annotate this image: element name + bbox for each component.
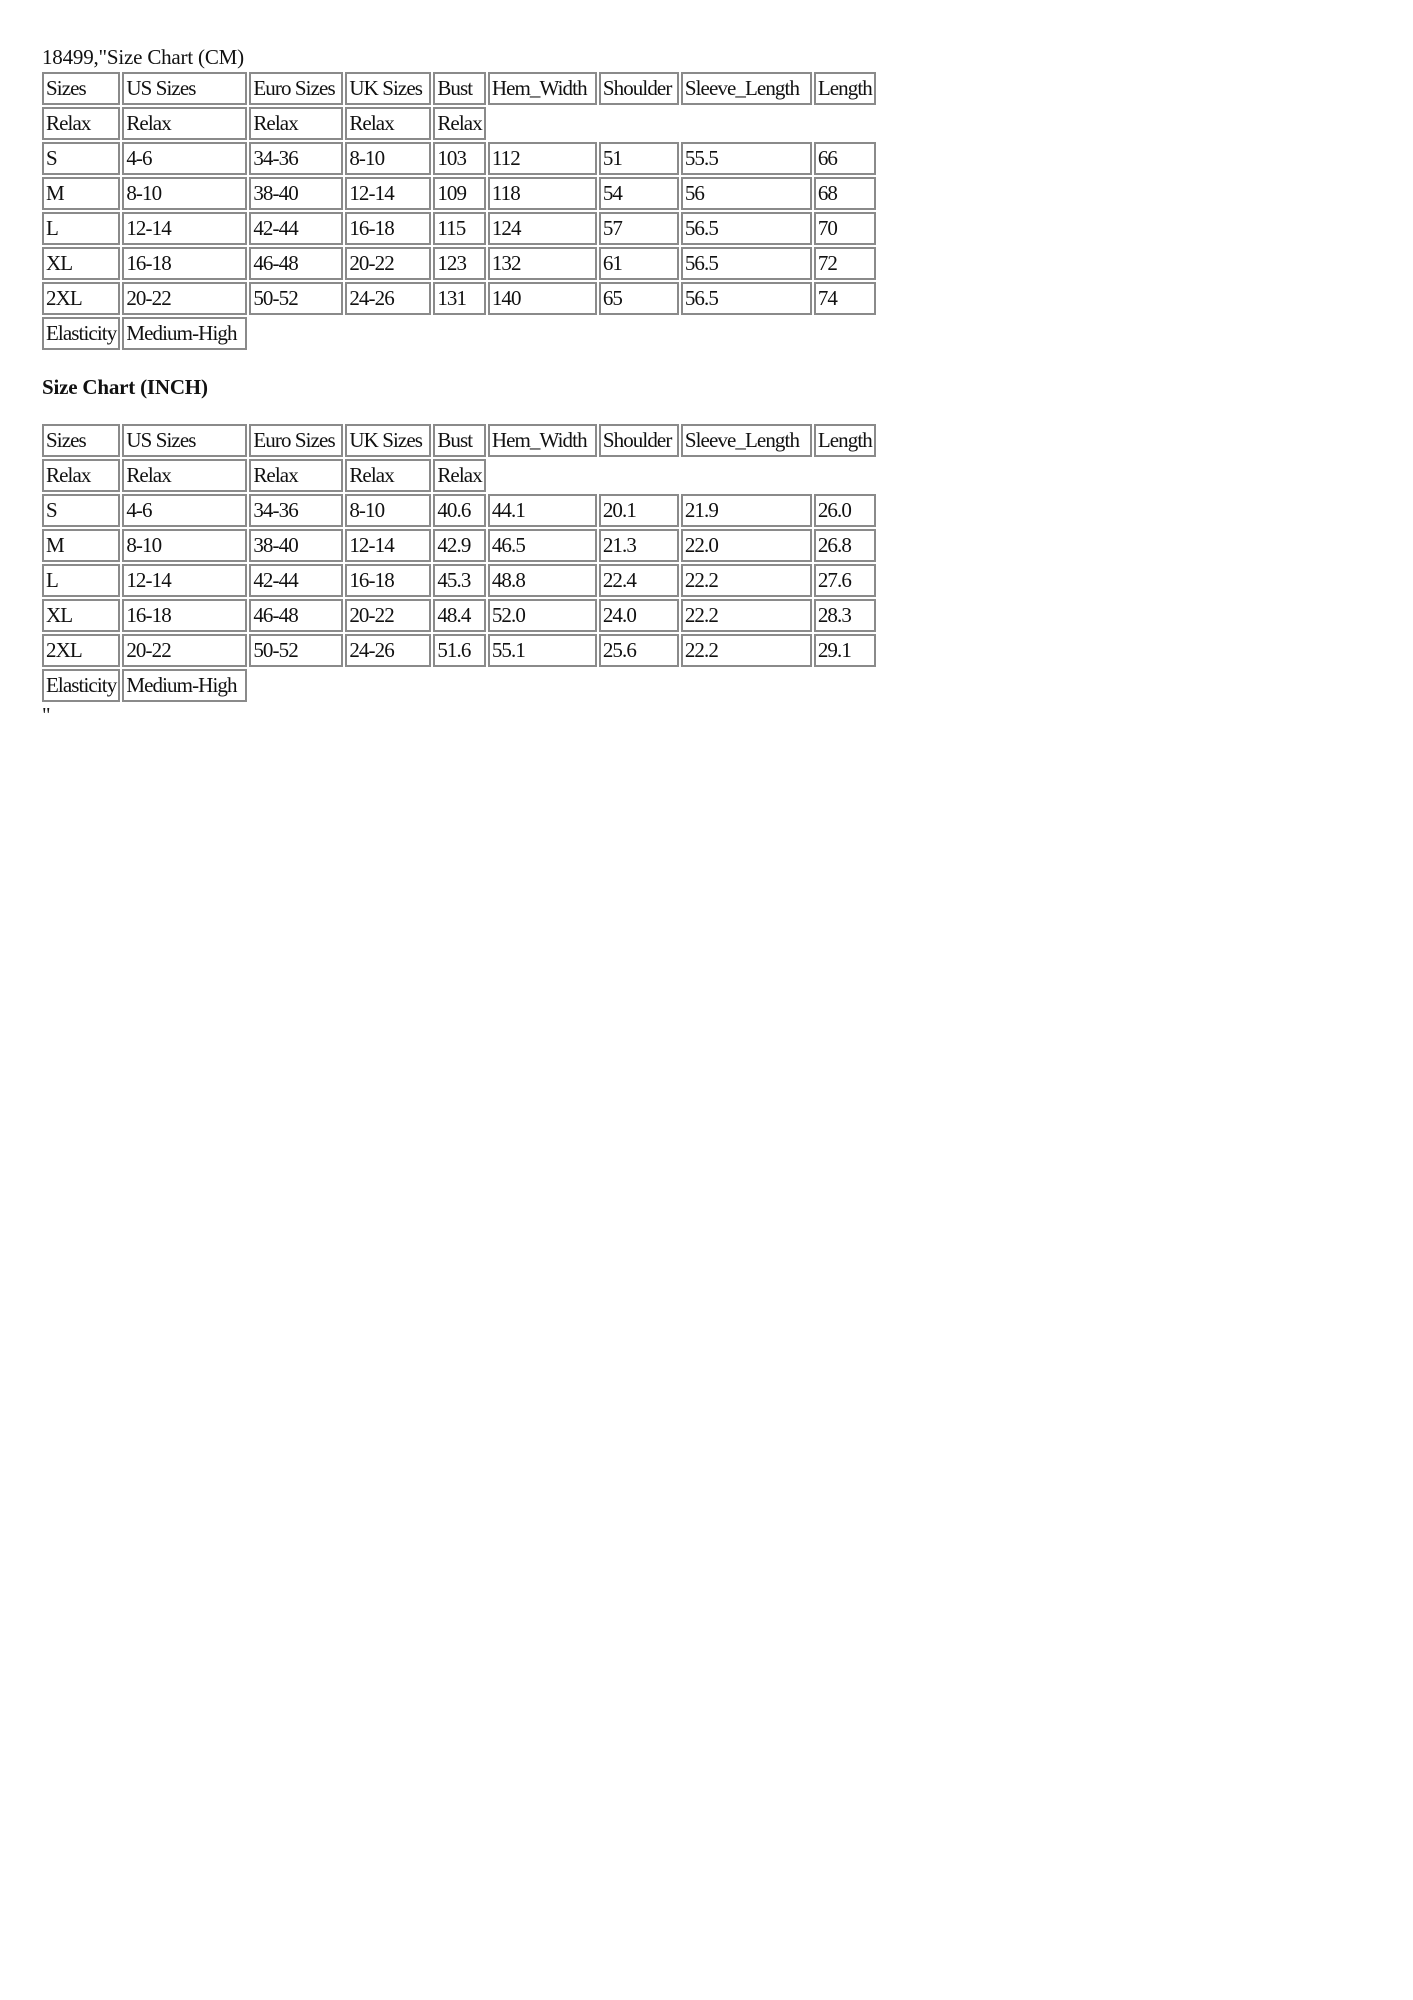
table-cell: Euro Sizes	[249, 424, 343, 457]
table-cell: S	[42, 494, 120, 527]
empty-cell	[488, 669, 597, 702]
table-cell: 12-14	[345, 177, 431, 210]
empty-cell	[599, 669, 679, 702]
table-row	[42, 212, 876, 245]
table-cell: 57	[599, 212, 679, 245]
table-cell: 20-22	[122, 282, 247, 315]
table-cell: 52.0	[488, 599, 597, 632]
table-row	[42, 177, 876, 210]
table-cell: Euro Sizes	[249, 72, 343, 105]
table-cell: UK Sizes	[345, 72, 431, 105]
empty-cell	[599, 317, 679, 350]
empty-cell	[681, 459, 812, 492]
table-cell: 2XL	[42, 634, 120, 667]
empty-cell	[681, 317, 812, 350]
table-cell: 68	[814, 177, 876, 210]
table-cell: 24.0	[599, 599, 679, 632]
table-cell: 20.1	[599, 494, 679, 527]
table-cell: 65	[599, 282, 679, 315]
table-cell: 21.3	[599, 529, 679, 562]
table-cell: 34-36	[249, 142, 343, 175]
table-cell: 66	[814, 142, 876, 175]
table-cell: 44.1	[488, 494, 597, 527]
empty-cell	[681, 669, 812, 702]
table-cell: 24-26	[345, 634, 431, 667]
table-cell: Relax	[42, 107, 120, 140]
table-row	[42, 564, 876, 597]
table-cell: 56.5	[681, 282, 812, 315]
table-cell: 55.1	[488, 634, 597, 667]
table-cell: 22.0	[681, 529, 812, 562]
table-cell: 12-14	[122, 212, 247, 245]
empty-cell	[681, 107, 812, 140]
table-cell: 72	[814, 247, 876, 280]
table-cell: XL	[42, 599, 120, 632]
empty-cell	[345, 317, 431, 350]
table-cell: M	[42, 529, 120, 562]
size-chart-cm-table	[40, 70, 878, 352]
empty-cell	[488, 317, 597, 350]
table-cell: 56	[681, 177, 812, 210]
table-cell: 16-18	[345, 212, 431, 245]
table-header-row	[42, 72, 876, 105]
document-page	[42, 44, 942, 726]
empty-cell	[488, 107, 597, 140]
table-cell: 42-44	[249, 564, 343, 597]
table-cell: 112	[488, 142, 597, 175]
table-cell: Length	[814, 72, 876, 105]
table-cell: 140	[488, 282, 597, 315]
table-cell: 131	[433, 282, 485, 315]
table-fit-row	[42, 107, 876, 140]
table-row	[42, 282, 876, 315]
table-cell: L	[42, 212, 120, 245]
table-cell: 22.2	[681, 599, 812, 632]
table-cell: 8-10	[122, 529, 247, 562]
empty-cell	[599, 107, 679, 140]
table-cell: Shoulder	[599, 424, 679, 457]
table-cell: 16-18	[122, 599, 247, 632]
table-cell: Medium-High	[122, 317, 247, 350]
table-cell: 4-6	[122, 142, 247, 175]
table-cell: Relax	[122, 459, 247, 492]
table-cell: US Sizes	[122, 72, 247, 105]
table-cell: 21.9	[681, 494, 812, 527]
size-chart-inch-table	[40, 422, 878, 704]
table-cell: 34-36	[249, 494, 343, 527]
empty-cell	[599, 459, 679, 492]
table-cell: 124	[488, 212, 597, 245]
table-cell: 8-10	[122, 177, 247, 210]
table-cell: 16-18	[122, 247, 247, 280]
table-cell: 22.2	[681, 564, 812, 597]
table-cell: 42-44	[249, 212, 343, 245]
table-cell: 50-52	[249, 282, 343, 315]
table-cell: UK Sizes	[345, 424, 431, 457]
table-cell: S	[42, 142, 120, 175]
table-cell: 29.1	[814, 634, 876, 667]
table-cell: 38-40	[249, 529, 343, 562]
table-cell: Relax	[122, 107, 247, 140]
table-cell: 38-40	[249, 177, 343, 210]
table-cell: Hem_Width	[488, 72, 597, 105]
empty-cell	[814, 317, 876, 350]
table-cell: Relax	[433, 107, 485, 140]
table-cell: 20-22	[345, 599, 431, 632]
empty-cell	[814, 669, 876, 702]
table-cell: 46-48	[249, 247, 343, 280]
table-cell: 20-22	[345, 247, 431, 280]
table-cell: 61	[599, 247, 679, 280]
table-cell: M	[42, 177, 120, 210]
table-cell: Medium-High	[122, 669, 247, 702]
table-cell: 109	[433, 177, 485, 210]
table-row	[42, 142, 876, 175]
table-cell: Bust	[433, 72, 485, 105]
table-cell: Sizes	[42, 72, 120, 105]
table-cell: 48.4	[433, 599, 485, 632]
table-cell: 12-14	[122, 564, 247, 597]
table-cell: Relax	[249, 459, 343, 492]
table-cell: 48.8	[488, 564, 597, 597]
table-row	[42, 247, 876, 280]
empty-cell	[814, 107, 876, 140]
table-header-row	[42, 424, 876, 457]
table-cell: Hem_Width	[488, 424, 597, 457]
table-cell: 55.5	[681, 142, 812, 175]
closing-quote-mark: "	[42, 703, 51, 727]
table-cell: 115	[433, 212, 485, 245]
table-cell: Relax	[249, 107, 343, 140]
table-cell: 8-10	[345, 142, 431, 175]
table-cell: 46.5	[488, 529, 597, 562]
table-cell: Elasticity	[42, 669, 120, 702]
table-cell: 12-14	[345, 529, 431, 562]
table-fit-row	[42, 459, 876, 492]
table-cell: Relax	[345, 459, 431, 492]
table-cell: 4-6	[122, 494, 247, 527]
table-cell: Length	[814, 424, 876, 457]
table-cell: 42.9	[433, 529, 485, 562]
empty-cell	[249, 317, 343, 350]
table-cell: 16-18	[345, 564, 431, 597]
table-cell: L	[42, 564, 120, 597]
table-cell: 103	[433, 142, 485, 175]
table-cell: Sleeve_Length	[681, 424, 812, 457]
table-cell: Relax	[433, 459, 485, 492]
empty-cell	[814, 459, 876, 492]
table-cell: 27.6	[814, 564, 876, 597]
inch-chart-title: Size Chart (INCH)	[42, 375, 208, 399]
table-cell: Relax	[345, 107, 431, 140]
table-cell: 22.2	[681, 634, 812, 667]
table-row	[42, 634, 876, 667]
table-cell: 74	[814, 282, 876, 315]
table-cell: 22.4	[599, 564, 679, 597]
table-cell: XL	[42, 247, 120, 280]
table-row	[42, 494, 876, 527]
empty-cell	[433, 669, 485, 702]
table-elasticity-row	[42, 317, 876, 350]
table-cell: 118	[488, 177, 597, 210]
table-cell: 70	[814, 212, 876, 245]
table-cell: 123	[433, 247, 485, 280]
table-cell: Bust	[433, 424, 485, 457]
table-cell: 56.5	[681, 247, 812, 280]
empty-cell	[433, 317, 485, 350]
table-cell: 26.8	[814, 529, 876, 562]
table-cell: 45.3	[433, 564, 485, 597]
empty-cell	[345, 669, 431, 702]
table-cell: 46-48	[249, 599, 343, 632]
table-cell: 2XL	[42, 282, 120, 315]
table-cell: 26.0	[814, 494, 876, 527]
table-cell: 132	[488, 247, 597, 280]
table-row	[42, 599, 876, 632]
table-cell: 56.5	[681, 212, 812, 245]
table-row	[42, 529, 876, 562]
table-elasticity-row	[42, 669, 876, 702]
table-cell: 50-52	[249, 634, 343, 667]
table-cell: Sizes	[42, 424, 120, 457]
table-cell: 8-10	[345, 494, 431, 527]
table-cell: 51	[599, 142, 679, 175]
table-cell: 28.3	[814, 599, 876, 632]
table-cell: US Sizes	[122, 424, 247, 457]
table-cell: 25.6	[599, 634, 679, 667]
table-cell: 24-26	[345, 282, 431, 315]
empty-cell	[488, 459, 597, 492]
empty-cell	[249, 669, 343, 702]
cm-chart-title: 18499,"Size Chart (CM)	[42, 45, 244, 69]
table-cell: 20-22	[122, 634, 247, 667]
table-cell: Sleeve_Length	[681, 72, 812, 105]
table-cell: Shoulder	[599, 72, 679, 105]
table-cell: 40.6	[433, 494, 485, 527]
table-cell: Elasticity	[42, 317, 120, 350]
table-cell: Relax	[42, 459, 120, 492]
table-cell: 51.6	[433, 634, 485, 667]
table-cell: 54	[599, 177, 679, 210]
